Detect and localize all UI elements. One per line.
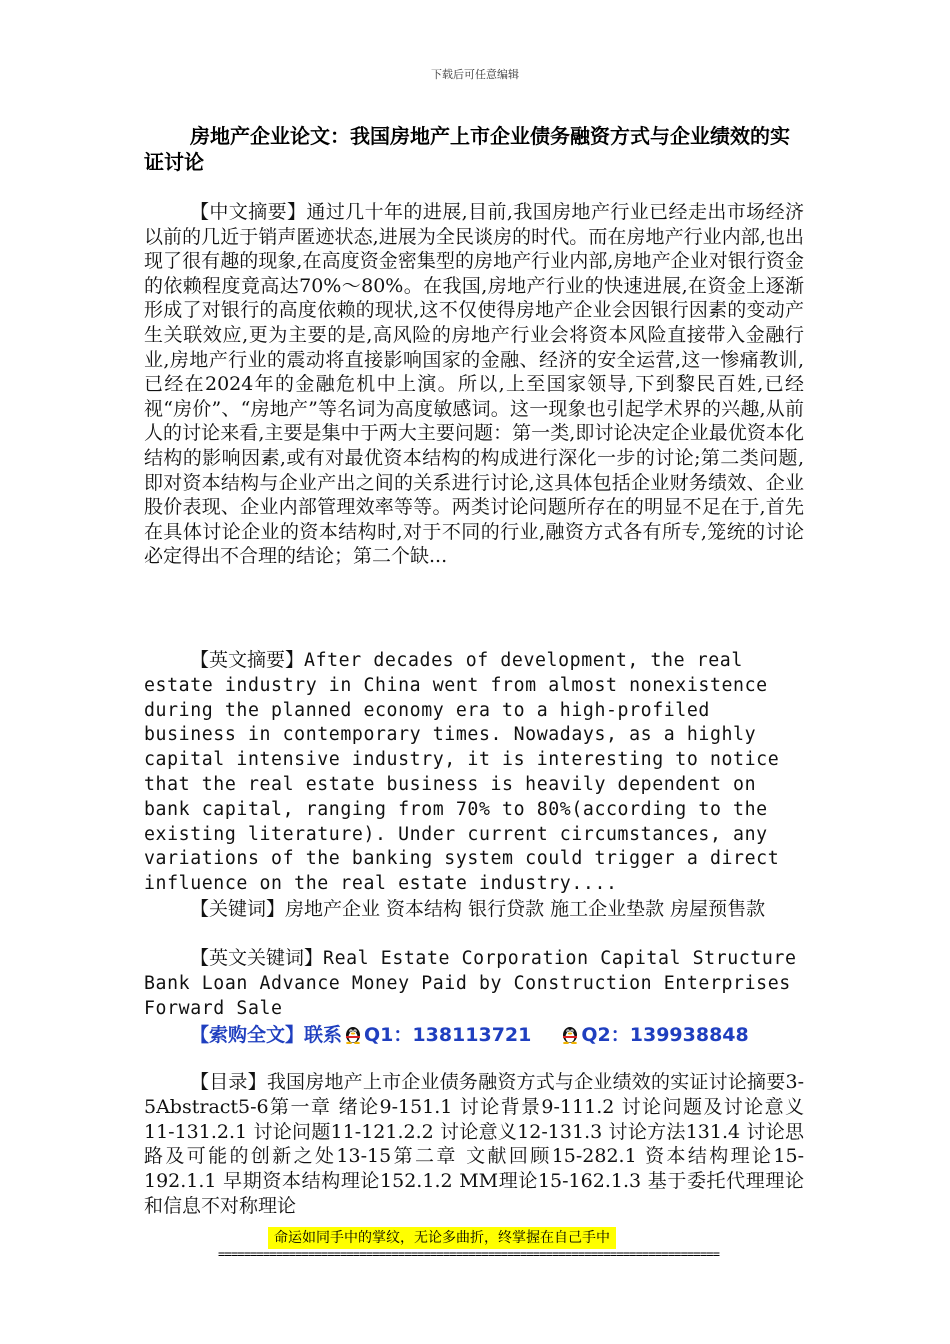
abstract-en-text: After decades of development, the real estate industry in China went from almost nonexistence during the planned economy era to a high-profiled business in contemporary times. Nowadays, as a highly capital intensive industry, it is interesting to notice that the real estate business is heavily dependent on bank capital, ranging from 70% to 80%(according to the existing literature). Under current circumstances, any variations of the banking system could trigger a direct influence on the real estate industry....: [144, 650, 780, 895]
header-note: 下载后可任意编辑: [431, 68, 519, 81]
keywords-cn: [144, 897, 804, 922]
qq2-number[interactable]: Q2：139938848: [581, 1024, 749, 1046]
purchase-contact: [190, 1022, 810, 1048]
toc-label: 【目录】: [190, 1071, 267, 1093]
table-of-contents: [144, 1070, 804, 1219]
toc-text: 我国房地产上市企业债务融资方式与企业绩效的实证讨论摘要3-5Abstract5-6第一章 绪论9-151.1 讨论背景9-111.2 讨论问题及讨论意义11-131.2.1 讨论问题11-121.2.2 讨论意义12-131.3 讨论方法131.4 讨论思路及可能的创新之处13-15第二章 文献回顾15-282.1 资本结构理论15-192.1.1 早期资本结构理论152.1.2 MM理论15-162.1.3 基于委托代理理论和信息不对称理论: [144, 1071, 804, 1217]
abstract-en: [144, 648, 804, 897]
qq1-number[interactable]: Q1：138113721: [364, 1024, 532, 1046]
keywords-en-text: Real Estate Corporation Capital Structure Bank Loan Advance Money Paid by Construction Enterprises Forward Sale: [144, 948, 797, 1019]
keywords-en: [144, 946, 804, 1021]
abstract-en-label: 【英文摘要】: [190, 649, 305, 671]
qq-penguin-icon: [560, 1024, 580, 1044]
document-title: 房地产企业论文：我国房地产上市企业债务融资方式与企业绩效的实证讨论: [144, 124, 790, 174]
footer-banner: 命运如同手中的掌纹，无论多曲折，终掌握在自己手中: [268, 1227, 616, 1249]
purchase-label: 【索购全文】联系: [190, 1024, 343, 1046]
qq-penguin-icon: [343, 1024, 363, 1044]
footer-divider: ==============================================================================: [218, 1247, 720, 1261]
keywords-cn-text: 房地产企业 资本结构 银行贷款 施工企业垫款 房屋预售款: [285, 898, 766, 920]
abstract-cn-label: 【中文摘要】: [190, 201, 307, 223]
abstract-cn: [144, 200, 804, 569]
keywords-cn-label: 【关键词】: [190, 898, 286, 920]
keywords-en-label: 【英文关键词】: [190, 947, 324, 969]
abstract-cn-text: 通过几十年的进展,目前,我国房地产行业已经走出市场经济以前的几近于销声匿迹状态,进展为全民谈房的时代。而在房地产行业内部,也出现了很有趣的现象,在高度资金密集型的房地产行业内部,房地产企业对银行资金的依赖程度竟高达70%～80%。在我国,房地产行业的快速进展,在资金上逐渐形成了对银行的高度依赖的现状,这不仅使得房地产企业会因银行因素的变动产生关联效应,更为主要的是,高风险的房地产行业会将资本风险直接带入金融行业,房地产行业的震动将直接影响国家的金融、经济的安全运营,这一惨痛教训,已经在2024年的金融危机中上演。所以,上至国家领导,下到黎民百姓,已经视“房价”、“房地产”等名词为高度敏感词。这一现象也引起学术界的兴趣,从前人的讨论来看,主要是集中于两大主要问题：第一类,即讨论决定企业最优资本化结构的影响因素,或有对最优资本结构的构成进行深化一步的讨论;第二类问题,即对资本结构与企业产出之间的关系进行讨论,这具体包括企业财务绩效、企业股价表现、企业内部管理效率等等。两类讨论问题所存在的明显不足在于,首先在具体讨论企业的资本结构时,对于不同的行业,融资方式各有所专,笼统的讨论必定得出不合理的结论；第二个缺...: [144, 201, 804, 568]
